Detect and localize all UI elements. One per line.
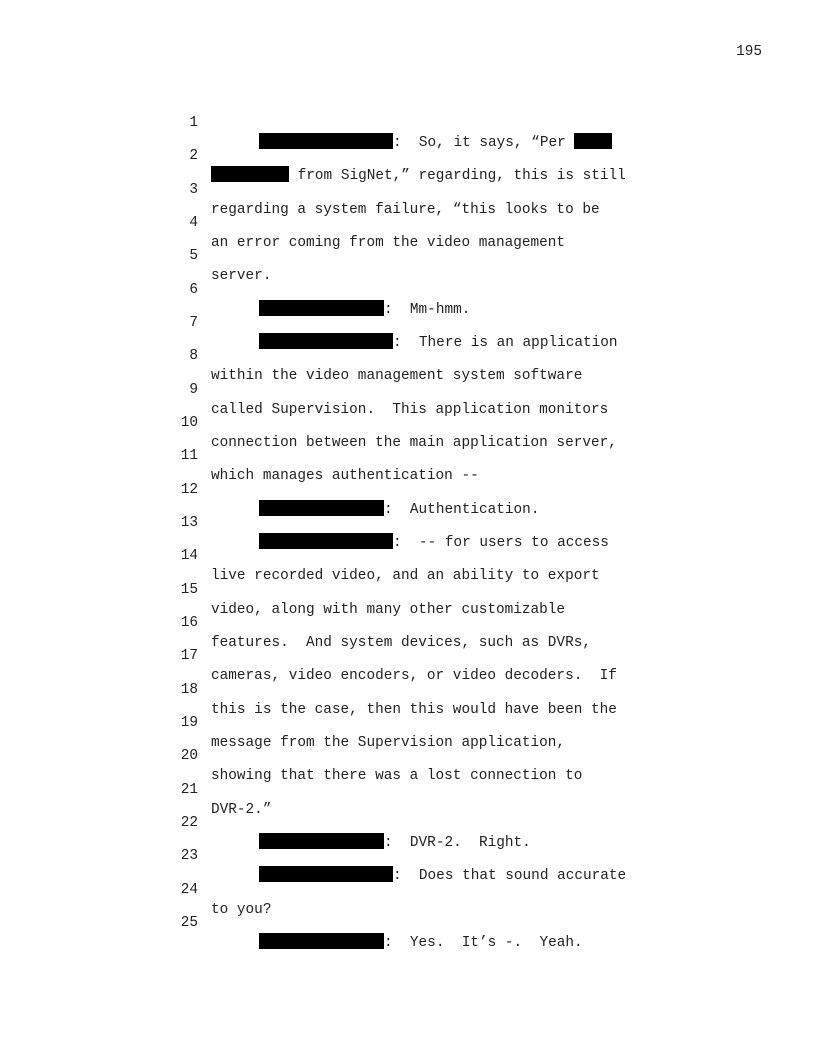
- line-number: 24: [180, 882, 198, 898]
- redaction-bar: [259, 300, 384, 316]
- line-content: Yes. It’s -. Yeah.: [392, 935, 583, 951]
- line-content: this is the case, then this would have been the: [211, 702, 617, 718]
- transcript-line: [0, 793, 531, 851]
- line-text: [259, 933, 583, 953]
- line-content: Authentication.: [392, 502, 540, 518]
- redaction-bar: [259, 533, 393, 549]
- redaction-bar: [574, 133, 612, 149]
- line-content: video, along with many other customizable: [211, 602, 566, 618]
- line-number: 5: [189, 248, 198, 264]
- speaker-colon: :: [393, 335, 402, 351]
- transcript-line: [0, 226, 272, 284]
- line-number: 3: [189, 182, 198, 198]
- line-content: called Supervision. This application monitors: [211, 402, 609, 418]
- line-number: 12: [180, 482, 198, 498]
- line-number: 10: [180, 415, 198, 431]
- line-number: 7: [189, 315, 198, 331]
- speaker-colon: :: [393, 135, 402, 151]
- line-content: features. And system devices, such as DVRs,: [211, 635, 591, 651]
- redaction-bar: [259, 333, 393, 349]
- line-number: 6: [189, 282, 198, 298]
- line-content: Mm-hmm.: [392, 302, 471, 318]
- line-text: [211, 166, 626, 186]
- line-content: Does that sound accurate: [401, 868, 627, 884]
- line-number: 19: [180, 715, 198, 731]
- line-content: live recorded video, and an ability to export: [211, 568, 600, 584]
- line-text: [259, 533, 609, 553]
- line-content: DVR-2. Right.: [392, 835, 531, 851]
- redaction-bar: [259, 833, 384, 849]
- line-number: 18: [180, 682, 198, 698]
- redaction-bar: [211, 166, 289, 182]
- redaction-bar: [259, 133, 393, 149]
- transcript-line: [0, 93, 575, 151]
- speaker-colon: :: [393, 535, 402, 551]
- line-number: 11: [180, 448, 198, 464]
- line-number: 4: [189, 215, 198, 231]
- redaction-bar: [259, 500, 384, 516]
- line-content: showing that there was a lost connection to: [211, 768, 583, 784]
- line-number: 15: [180, 582, 198, 598]
- redaction-bar: [259, 933, 384, 949]
- speaker-colon: :: [384, 935, 393, 951]
- line-number: 14: [180, 548, 198, 564]
- line-text: [259, 133, 612, 153]
- line-content: an error coming from the video management: [211, 235, 566, 251]
- line-text: [259, 866, 626, 886]
- line-content: from SigNet,” regarding, this is still: [289, 168, 626, 184]
- line-number: 16: [180, 615, 198, 631]
- line-number: 20: [180, 748, 198, 764]
- line-content: So, it says, “Per: [401, 135, 575, 151]
- speaker-colon: :: [384, 302, 393, 318]
- line-number: 9: [189, 382, 198, 398]
- page-number: 195: [736, 44, 762, 60]
- line-content: cameras, video encoders, or video decoders. If: [211, 668, 617, 684]
- redaction-bar: [259, 866, 393, 882]
- line-content: to you?: [211, 902, 272, 918]
- line-number: 8: [189, 348, 198, 364]
- line-text: [259, 300, 470, 320]
- line-number: 17: [180, 648, 198, 664]
- line-content: server.: [211, 268, 272, 284]
- line-number: 21: [180, 782, 198, 798]
- speaker-colon: :: [384, 835, 393, 851]
- line-number: 13: [180, 515, 198, 531]
- speaker-colon: :: [384, 502, 393, 518]
- line-content: -- for users to access: [401, 535, 609, 551]
- transcript-line: [0, 760, 272, 818]
- line-number: 22: [180, 815, 198, 831]
- transcript-line: [0, 860, 272, 918]
- line-content: regarding a system failure, “this looks to be: [211, 202, 600, 218]
- line-content: There is an application: [401, 335, 618, 351]
- line-number: 1: [189, 115, 198, 131]
- line-content: connection between the main application server,: [211, 435, 617, 451]
- line-text: [259, 500, 539, 520]
- line-content: within the video management system software: [211, 368, 583, 384]
- line-content: DVR-2.”: [211, 802, 272, 818]
- line-text: [259, 333, 618, 353]
- line-text: [259, 833, 531, 853]
- line-content: message from the Supervision application,: [211, 735, 566, 751]
- line-number: 25: [180, 915, 198, 931]
- line-content: which manages authentication --: [211, 468, 479, 484]
- speaker-colon: :: [393, 868, 402, 884]
- line-number: 23: [180, 848, 198, 864]
- line-number: 2: [189, 148, 198, 164]
